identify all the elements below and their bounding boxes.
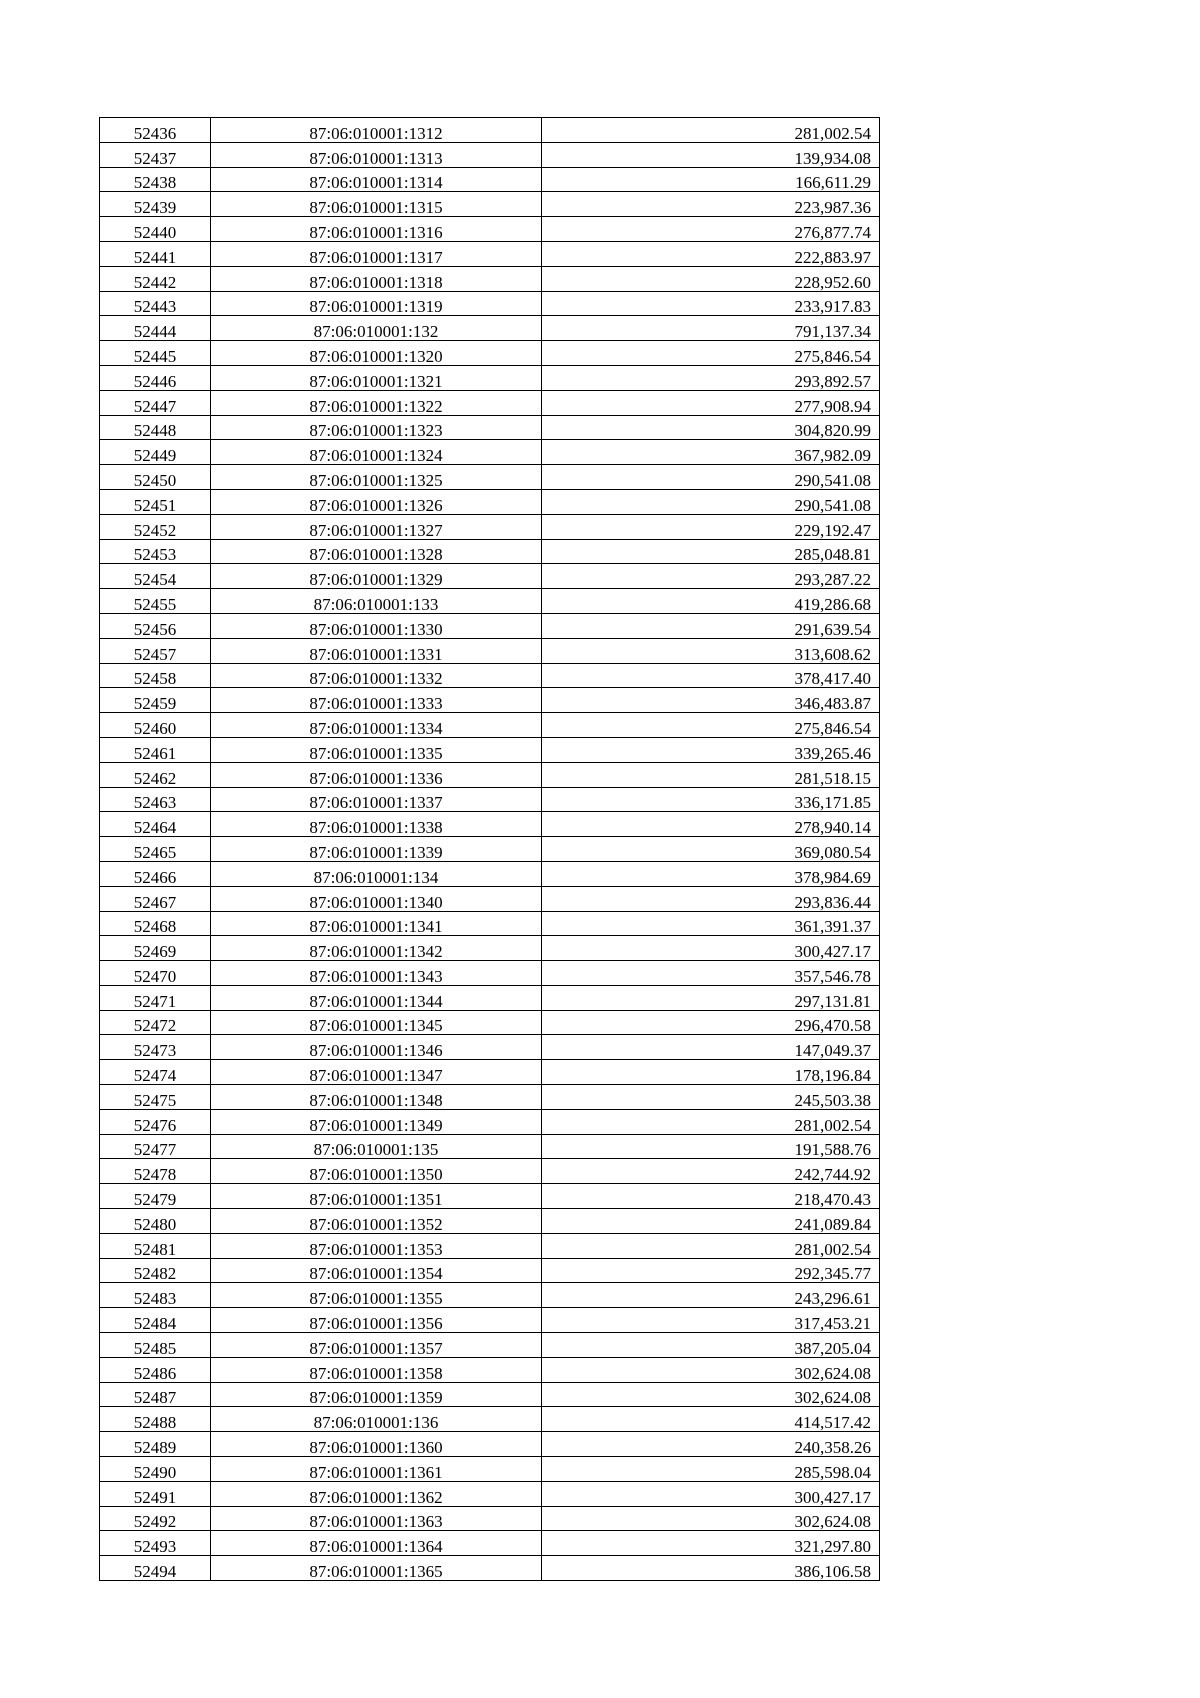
- table-row: [100, 217, 880, 242]
- cadastral-number-cell: 87:06:010001:1320: [211, 341, 542, 366]
- table-row: [100, 1085, 880, 1110]
- cadastral-number-cell: 87:06:010001:1344: [211, 985, 542, 1010]
- value-cell: 339,265.46: [542, 737, 880, 762]
- row-number-cell: 52461: [100, 737, 211, 762]
- row-number-cell: 52465: [100, 837, 211, 862]
- cadastral-number-cell: 87:06:010001:1325: [211, 465, 542, 490]
- value-cell: 791,137.34: [542, 316, 880, 341]
- cadastral-number-cell: 87:06:010001:1345: [211, 1010, 542, 1035]
- cadastral-number-cell: 87:06:010001:1313: [211, 142, 542, 167]
- row-number-cell: 52480: [100, 1209, 211, 1234]
- table-row: [100, 961, 880, 986]
- row-number-cell: 52445: [100, 341, 211, 366]
- table-row: [100, 167, 880, 192]
- row-number-cell: 52475: [100, 1085, 211, 1110]
- cadastral-number-cell: 87:06:010001:1319: [211, 291, 542, 316]
- table-row: [100, 1382, 880, 1407]
- value-cell: 357,546.78: [542, 961, 880, 986]
- table-row: [100, 316, 880, 341]
- row-number-cell: 52491: [100, 1481, 211, 1506]
- table-row: [100, 1457, 880, 1482]
- cadastral-number-cell: 87:06:010001:1327: [211, 514, 542, 539]
- value-cell: 228,952.60: [542, 266, 880, 291]
- cadastral-number-cell: 87:06:010001:1334: [211, 713, 542, 738]
- value-cell: 361,391.37: [542, 911, 880, 936]
- cadastral-number-cell: 87:06:010001:1362: [211, 1481, 542, 1506]
- table-row: [100, 713, 880, 738]
- table-row: [100, 1159, 880, 1184]
- row-number-cell: 52493: [100, 1531, 211, 1556]
- cadastral-number-cell: 87:06:010001:1361: [211, 1457, 542, 1482]
- row-number-cell: 52477: [100, 1134, 211, 1159]
- value-cell: 290,541.08: [542, 489, 880, 514]
- table-row: [100, 390, 880, 415]
- cadastral-number-cell: 87:06:010001:1330: [211, 613, 542, 638]
- cadastral-number-cell: 87:06:010001:1364: [211, 1531, 542, 1556]
- cadastral-number-cell: 87:06:010001:1312: [211, 118, 542, 143]
- row-number-cell: 52481: [100, 1233, 211, 1258]
- value-cell: 277,908.94: [542, 390, 880, 415]
- table-row: [100, 985, 880, 1010]
- value-cell: 336,171.85: [542, 787, 880, 812]
- cadastral-number-cell: 87:06:010001:1365: [211, 1556, 542, 1581]
- row-number-cell: 52453: [100, 539, 211, 564]
- table-row: [100, 1283, 880, 1308]
- cadastral-number-cell: 87:06:010001:1357: [211, 1333, 542, 1358]
- row-number-cell: 52494: [100, 1556, 211, 1581]
- table-row: [100, 440, 880, 465]
- value-cell: 243,296.61: [542, 1283, 880, 1308]
- row-number-cell: 52450: [100, 465, 211, 490]
- value-cell: 313,608.62: [542, 638, 880, 663]
- value-cell: 281,002.54: [542, 118, 880, 143]
- value-cell: 147,049.37: [542, 1035, 880, 1060]
- table-row: [100, 1357, 880, 1382]
- row-number-cell: 52472: [100, 1010, 211, 1035]
- value-cell: 293,287.22: [542, 564, 880, 589]
- row-number-cell: 52476: [100, 1109, 211, 1134]
- table-row: [100, 1531, 880, 1556]
- value-cell: 321,297.80: [542, 1531, 880, 1556]
- value-cell: 302,624.08: [542, 1357, 880, 1382]
- row-number-cell: 52492: [100, 1506, 211, 1531]
- table-row: [100, 1209, 880, 1234]
- table-row: [100, 1010, 880, 1035]
- table-row: [100, 762, 880, 787]
- value-cell: 300,427.17: [542, 936, 880, 961]
- cadastral-number-cell: 87:06:010001:132: [211, 316, 542, 341]
- value-cell: 387,205.04: [542, 1333, 880, 1358]
- value-cell: 317,453.21: [542, 1308, 880, 1333]
- table-row: [100, 514, 880, 539]
- cadastral-number-cell: 87:06:010001:1347: [211, 1060, 542, 1085]
- row-number-cell: 52460: [100, 713, 211, 738]
- row-number-cell: 52451: [100, 489, 211, 514]
- row-number-cell: 52482: [100, 1258, 211, 1283]
- row-number-cell: 52484: [100, 1308, 211, 1333]
- row-number-cell: 52466: [100, 861, 211, 886]
- value-cell: 281,518.15: [542, 762, 880, 787]
- table-row: [100, 812, 880, 837]
- value-cell: 297,131.81: [542, 985, 880, 1010]
- value-cell: 139,934.08: [542, 142, 880, 167]
- table-row: [100, 886, 880, 911]
- table-row: [100, 118, 880, 143]
- table-row: [100, 192, 880, 217]
- table-row: [100, 589, 880, 614]
- table-row: [100, 1233, 880, 1258]
- table-row: [100, 1134, 880, 1159]
- row-number-cell: 52455: [100, 589, 211, 614]
- cadastral-number-cell: 87:06:010001:1346: [211, 1035, 542, 1060]
- cadastral-number-cell: 87:06:010001:1331: [211, 638, 542, 663]
- cadastral-number-cell: 87:06:010001:1356: [211, 1308, 542, 1333]
- value-cell: 285,048.81: [542, 539, 880, 564]
- cadastral-number-cell: 87:06:010001:1348: [211, 1085, 542, 1110]
- cadastral-number-cell: 87:06:010001:1340: [211, 886, 542, 911]
- value-cell: 300,427.17: [542, 1481, 880, 1506]
- cadastral-number-cell: 87:06:010001:1352: [211, 1209, 542, 1234]
- row-number-cell: 52458: [100, 663, 211, 688]
- table-row: [100, 1481, 880, 1506]
- row-number-cell: 52483: [100, 1283, 211, 1308]
- row-number-cell: 52469: [100, 936, 211, 961]
- value-cell: 285,598.04: [542, 1457, 880, 1482]
- value-cell: 290,541.08: [542, 465, 880, 490]
- row-number-cell: 52457: [100, 638, 211, 663]
- data-table: [99, 117, 880, 1581]
- cadastral-number-cell: 87:06:010001:1321: [211, 365, 542, 390]
- value-cell: 222,883.97: [542, 241, 880, 266]
- value-cell: 276,877.74: [542, 217, 880, 242]
- value-cell: 275,846.54: [542, 341, 880, 366]
- row-number-cell: 52456: [100, 613, 211, 638]
- row-number-cell: 52479: [100, 1184, 211, 1209]
- cadastral-number-cell: 87:06:010001:133: [211, 589, 542, 614]
- row-number-cell: 52437: [100, 142, 211, 167]
- table-row: [100, 613, 880, 638]
- value-cell: 275,846.54: [542, 713, 880, 738]
- row-number-cell: 52447: [100, 390, 211, 415]
- row-number-cell: 52489: [100, 1432, 211, 1457]
- value-cell: 378,417.40: [542, 663, 880, 688]
- cadastral-number-cell: 87:06:010001:1354: [211, 1258, 542, 1283]
- cadastral-number-cell: 87:06:010001:1332: [211, 663, 542, 688]
- value-cell: 229,192.47: [542, 514, 880, 539]
- row-number-cell: 52436: [100, 118, 211, 143]
- table-row: [100, 837, 880, 862]
- cadastral-number-cell: 87:06:010001:1335: [211, 737, 542, 762]
- cadastral-number-cell: 87:06:010001:1315: [211, 192, 542, 217]
- table-row: [100, 1308, 880, 1333]
- row-number-cell: 52440: [100, 217, 211, 242]
- table-row: [100, 1109, 880, 1134]
- row-number-cell: 52486: [100, 1357, 211, 1382]
- cadastral-number-cell: 87:06:010001:1314: [211, 167, 542, 192]
- cadastral-number-cell: 87:06:010001:1328: [211, 539, 542, 564]
- cadastral-number-cell: 87:06:010001:136: [211, 1407, 542, 1432]
- value-cell: 281,002.54: [542, 1109, 880, 1134]
- table-row: [100, 1035, 880, 1060]
- table-row: [100, 142, 880, 167]
- table-row: [100, 341, 880, 366]
- value-cell: 292,345.77: [542, 1258, 880, 1283]
- table-row: [100, 266, 880, 291]
- table-row: [100, 1432, 880, 1457]
- table-row: [100, 688, 880, 713]
- value-cell: 242,744.92: [542, 1159, 880, 1184]
- table-row: [100, 936, 880, 961]
- value-cell: 191,588.76: [542, 1134, 880, 1159]
- cadastral-number-cell: 87:06:010001:1322: [211, 390, 542, 415]
- cadastral-number-cell: 87:06:010001:1359: [211, 1382, 542, 1407]
- table-row: [100, 1506, 880, 1531]
- table-row: [100, 1407, 880, 1432]
- value-cell: 241,089.84: [542, 1209, 880, 1234]
- table-row: [100, 564, 880, 589]
- value-cell: 178,196.84: [542, 1060, 880, 1085]
- table-row: [100, 638, 880, 663]
- row-number-cell: 52449: [100, 440, 211, 465]
- value-cell: 293,892.57: [542, 365, 880, 390]
- value-cell: 296,470.58: [542, 1010, 880, 1035]
- value-cell: 367,982.09: [542, 440, 880, 465]
- value-cell: 419,286.68: [542, 589, 880, 614]
- cadastral-number-cell: 87:06:010001:1336: [211, 762, 542, 787]
- cadastral-number-cell: 87:06:010001:1339: [211, 837, 542, 862]
- cadastral-number-cell: 87:06:010001:1326: [211, 489, 542, 514]
- cadastral-number-cell: 87:06:010001:134: [211, 861, 542, 886]
- row-number-cell: 52470: [100, 961, 211, 986]
- value-cell: 414,517.42: [542, 1407, 880, 1432]
- table-row: [100, 911, 880, 936]
- row-number-cell: 52439: [100, 192, 211, 217]
- cadastral-number-cell: 87:06:010001:1324: [211, 440, 542, 465]
- cadastral-number-cell: 87:06:010001:1342: [211, 936, 542, 961]
- value-cell: 346,483.87: [542, 688, 880, 713]
- cadastral-number-cell: 87:06:010001:1316: [211, 217, 542, 242]
- cadastral-number-cell: 87:06:010001:1355: [211, 1283, 542, 1308]
- row-number-cell: 52443: [100, 291, 211, 316]
- cadastral-number-cell: 87:06:010001:1329: [211, 564, 542, 589]
- row-number-cell: 52474: [100, 1060, 211, 1085]
- row-number-cell: 52463: [100, 787, 211, 812]
- row-number-cell: 52438: [100, 167, 211, 192]
- row-number-cell: 52485: [100, 1333, 211, 1358]
- table-row: [100, 1258, 880, 1283]
- cadastral-number-cell: 87:06:010001:1318: [211, 266, 542, 291]
- value-cell: 278,940.14: [542, 812, 880, 837]
- cadastral-number-cell: 87:06:010001:1337: [211, 787, 542, 812]
- value-cell: 291,639.54: [542, 613, 880, 638]
- cadastral-number-cell: 87:06:010001:1341: [211, 911, 542, 936]
- row-number-cell: 52459: [100, 688, 211, 713]
- cadastral-number-cell: 87:06:010001:1351: [211, 1184, 542, 1209]
- row-number-cell: 52442: [100, 266, 211, 291]
- cadastral-number-cell: 87:06:010001:1338: [211, 812, 542, 837]
- cadastral-number-cell: 87:06:010001:1350: [211, 1159, 542, 1184]
- value-cell: 302,624.08: [542, 1382, 880, 1407]
- row-number-cell: 52452: [100, 514, 211, 539]
- table-row: [100, 465, 880, 490]
- table-row: [100, 291, 880, 316]
- table-row: [100, 787, 880, 812]
- value-cell: 245,503.38: [542, 1085, 880, 1110]
- value-cell: 240,358.26: [542, 1432, 880, 1457]
- cadastral-number-cell: 87:06:010001:1333: [211, 688, 542, 713]
- row-number-cell: 52448: [100, 415, 211, 440]
- value-cell: 233,917.83: [542, 291, 880, 316]
- row-number-cell: 52468: [100, 911, 211, 936]
- row-number-cell: 52454: [100, 564, 211, 589]
- cadastral-number-cell: 87:06:010001:1349: [211, 1109, 542, 1134]
- row-number-cell: 52467: [100, 886, 211, 911]
- row-number-cell: 52446: [100, 365, 211, 390]
- value-cell: 304,820.99: [542, 415, 880, 440]
- table-row: [100, 1184, 880, 1209]
- cadastral-number-cell: 87:06:010001:1358: [211, 1357, 542, 1382]
- table-row: [100, 365, 880, 390]
- cadastral-number-cell: 87:06:010001:1343: [211, 961, 542, 986]
- row-number-cell: 52473: [100, 1035, 211, 1060]
- row-number-cell: 52464: [100, 812, 211, 837]
- table-row: [100, 1060, 880, 1085]
- cadastral-number-cell: 87:06:010001:1323: [211, 415, 542, 440]
- table-row: [100, 1333, 880, 1358]
- row-number-cell: 52462: [100, 762, 211, 787]
- cadastral-number-cell: 87:06:010001:135: [211, 1134, 542, 1159]
- value-cell: 281,002.54: [542, 1233, 880, 1258]
- cadastral-number-cell: 87:06:010001:1317: [211, 241, 542, 266]
- row-number-cell: 52444: [100, 316, 211, 341]
- value-cell: 293,836.44: [542, 886, 880, 911]
- value-cell: 223,987.36: [542, 192, 880, 217]
- table-row: [100, 539, 880, 564]
- value-cell: 369,080.54: [542, 837, 880, 862]
- row-number-cell: 52487: [100, 1382, 211, 1407]
- row-number-cell: 52471: [100, 985, 211, 1010]
- table-row: [100, 861, 880, 886]
- row-number-cell: 52441: [100, 241, 211, 266]
- value-cell: 378,984.69: [542, 861, 880, 886]
- table-row: [100, 737, 880, 762]
- cadastral-number-cell: 87:06:010001:1353: [211, 1233, 542, 1258]
- row-number-cell: 52488: [100, 1407, 211, 1432]
- table-row: [100, 241, 880, 266]
- table-row: [100, 663, 880, 688]
- cadastral-number-cell: 87:06:010001:1363: [211, 1506, 542, 1531]
- value-cell: 302,624.08: [542, 1506, 880, 1531]
- value-cell: 166,611.29: [542, 167, 880, 192]
- table-row: [100, 489, 880, 514]
- row-number-cell: 52490: [100, 1457, 211, 1482]
- value-cell: 218,470.43: [542, 1184, 880, 1209]
- row-number-cell: 52478: [100, 1159, 211, 1184]
- table-row: [100, 1556, 880, 1581]
- table-row: [100, 415, 880, 440]
- cadastral-number-cell: 87:06:010001:1360: [211, 1432, 542, 1457]
- table-body: [100, 118, 880, 1581]
- value-cell: 386,106.58: [542, 1556, 880, 1581]
